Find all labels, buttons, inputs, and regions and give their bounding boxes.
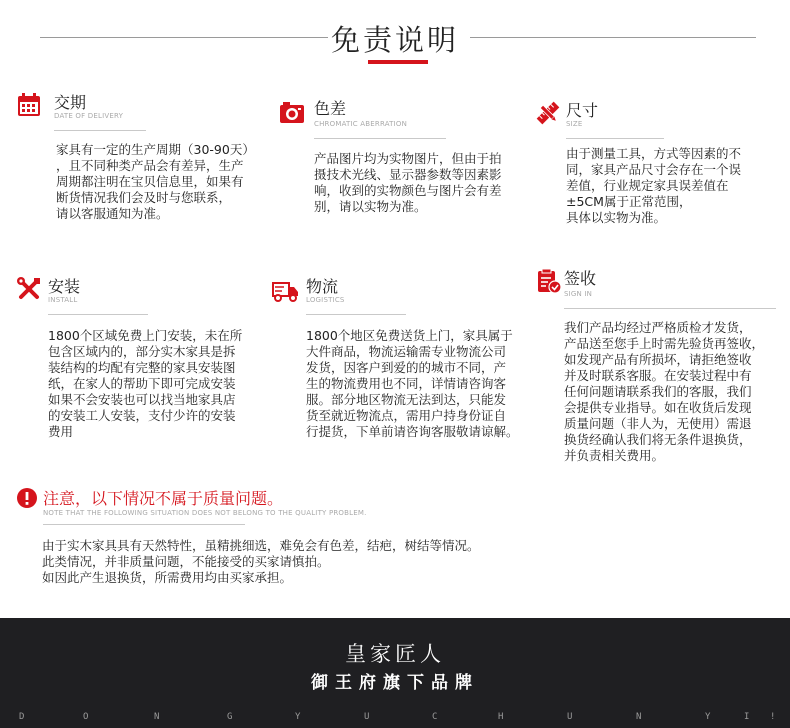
footer-letter: N [154,712,160,722]
footer-letter: U [567,712,573,722]
notice-text: 由于实木家具具有天然特性，虽精挑细选，难免会有色差，结疤，树结等情况。 此类情况，并非质量问题，不能接受的买家请慎拍。 如因此产生退换货，所需费用均由买家承担。 [42,538,480,585]
logistics-title: 物流 [306,277,339,296]
color-subtitle: CHROMATIC ABERRATION [314,120,408,128]
color-title: 色差 [314,99,347,118]
footer-letter: ! [770,712,776,722]
notice-subtitle: NOTE THAT THE FOLLOWING SITUATION DOES NOT BELONG TO THE QUALITY PROBLEM. [43,509,367,517]
footer-letter: Y [295,712,301,722]
install-text: 1800个区域免费上门安装，未在所 包含区域内的，部分实木家具是拆 装结构的均配有完整的家具安装图 纸，在家人的帮助下即可完成安装 如果不会安装也可以找当地家具店 的安装工人安装，支付少许的安装 费用 [48,328,243,439]
delivery-rule [54,130,146,131]
logistics-text: 1800个地区免费送货上门，家具属于 大件商品，物流运输需专业物流公司 发货，因客户到爱的的城市不同，产 生的物流费用也不同，详情请咨询客 服。部分地区物流无法到达，只能发 货至就近物流点，需用户持身份证自 行提货，下单前请咨询客服敬请谅解。 [306,328,519,439]
footer-letter: C [432,712,438,722]
truck-icon [272,278,298,304]
footer-letter: G [227,712,233,722]
delivery-text: 家具有一定的生产周期（30-90天） ，且不同种类产品会有差异，生产 周期都注明在宝贝信息里，如果有 断货情况我们会及时与您联系， 请以客服通知为准。 [56,142,255,221]
footer-letter: N [636,712,642,722]
size-title: 尺寸 [566,101,599,120]
alert-icon [16,487,38,509]
camera-icon [279,100,305,126]
footer-brand: 皇家匠人 [345,642,445,666]
color-rule [314,138,446,139]
sign-title: 签收 [564,269,597,288]
notice-title: 注意，以下情况不属于质量问题。 [43,489,284,508]
install-rule [48,314,148,315]
footer-tagline: 御王府旗下品牌 [311,673,479,693]
logistics-rule [306,314,406,315]
tools-icon [16,276,42,302]
logistics-subtitle: LOGISTICS [306,296,345,304]
footer-letters [0,708,790,728]
footer-letter: O [83,712,89,722]
size-rule [566,138,664,139]
footer-letter: H [498,712,504,722]
clipboard-check-icon [536,268,562,294]
sign-text: 我们产品均经过严格质检才发货， 产品送至您手上时需先验货再签收， 如发现产品有所损坏，请拒绝签收 并及时联系客服。在安装过程中有 任何问题请联系我们的客服，我们 会提供专业指导。如在收货后发现 质量问题（非人为，无使用）需退 换货经确认我们将无条件退换货， 并负责相关费用。 [564,320,765,463]
footer-letter: I [744,712,750,722]
footer-letter: U [364,712,370,722]
title-underline [368,60,428,64]
notice-rule [43,524,245,525]
footer-letter: Y [705,712,711,722]
delivery-subtitle: DATE OF DELIVERY [54,112,124,120]
sign-subtitle: SIGN IN [564,290,593,298]
color-text: 产品图片均为实物图片，但由于拍 摄技术光线、显示器参数等因素影 响，收到的实物颜色与图片会有差 别，请以实物为准。 [314,151,502,214]
ruler-pencil-icon [535,100,561,126]
footer-letter: D [19,712,25,722]
install-subtitle: INSTALL [48,296,78,304]
delivery-title: 交期 [54,93,87,112]
size-subtitle: SIZE [566,120,583,128]
calendar-icon [16,92,42,118]
page-title: 免责说明 [330,23,459,57]
install-title: 安装 [48,277,81,296]
sign-rule [564,308,776,309]
size-text: 由于测量工具，方式等因素的不 同，家具产品尺寸会存在一个误 差值，行业规定家具误差值在 ±5CM属于正常范围， 具体以实物为准。 [566,146,742,225]
